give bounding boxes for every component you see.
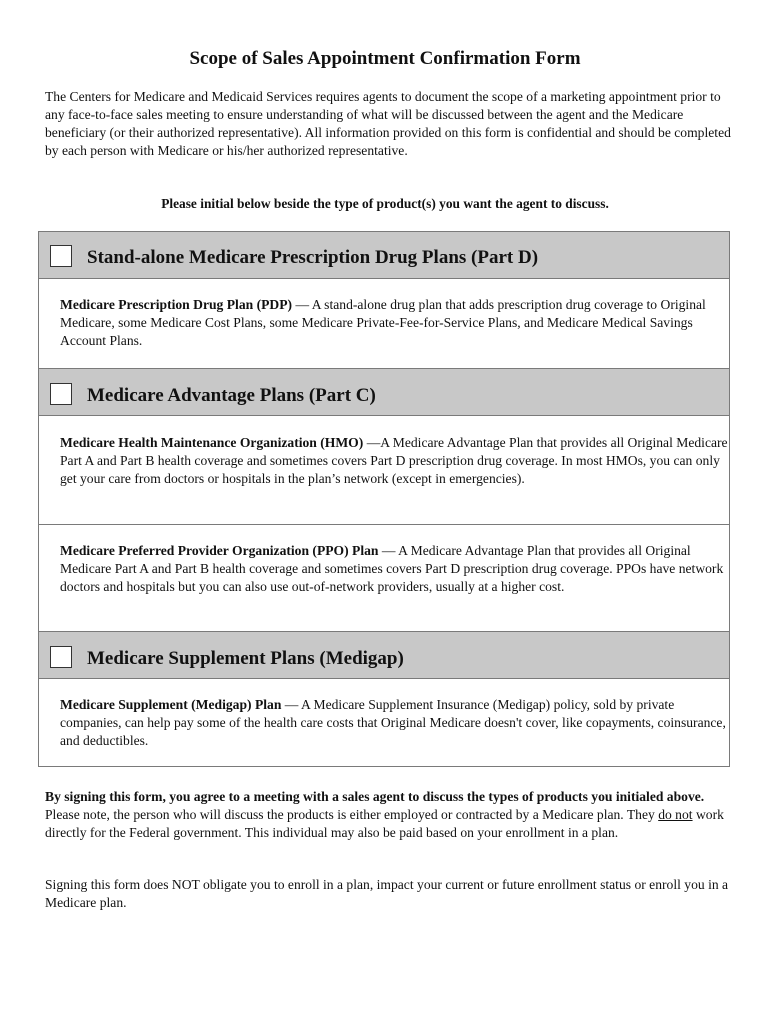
product-selection-table <box>38 231 730 767</box>
part-c-checkbox[interactable] <box>50 383 72 405</box>
hmo-description <box>60 434 730 488</box>
part-d-checkbox[interactable] <box>50 245 72 267</box>
obligation-notice: Signing this form does NOT obligate you to enroll in a plan, impact your current or future enrollment status or enroll you in a Medicare plan. <box>45 877 729 910</box>
hmo-plan-name: Medicare Health Maintenance Organization (HMO) <box>60 435 364 450</box>
signing-agreement-bold: By signing this form, you agree to a meeting with a sales agent to discuss the types of products you initialed above. <box>45 789 705 804</box>
pdp-description <box>60 296 730 350</box>
hmo-plan-text-continued: get your care from doctors or hospitals in the plan’s network (except in emergencies). <box>60 471 525 486</box>
section-title-part-d: Stand-alone Medicare Prescription Drug Plans (Part D) <box>87 247 539 268</box>
signing-agreement-underlined: do not <box>658 807 693 822</box>
signing-agreement-text-2: work directly for the Federal government. This individual may also be paid based on your enrollment in a plan. <box>45 807 724 840</box>
section-header-medigap <box>39 631 729 679</box>
ppo-plan-name: Medicare Preferred Provider Organization (PPO) Plan <box>60 543 379 558</box>
ppo-plan-text: — A Medicare Advantage Plan that provides all Original Medicare Part A and Part B health coverage and sometimes covers Part D prescription drug coverage. PPOs have network doctors and hospitals but you can also use out-of-network providers, usually at a higher cost. <box>60 543 724 594</box>
medigap-plan-text: — A Medicare Supplement Insurance (Medigap) policy, sold by private companies, can help pay some of the health care costs that Original Medicare doesn't cover, like copayments, coinsurance, and deductibles. <box>60 697 726 748</box>
form-title: Scope of Sales Appointment Confirmation Form <box>189 48 581 69</box>
instruction-text: Please initial below beside the type of product(s) you want the agent to discuss. <box>161 196 609 211</box>
section-header-part-d <box>39 232 729 279</box>
signing-agreement <box>45 788 735 842</box>
ppo-description <box>60 542 730 596</box>
section-header-part-c <box>39 368 729 416</box>
medigap-plan-name: Medicare Supplement (Medigap) Plan <box>60 697 282 712</box>
pdp-plan-name: Medicare Prescription Drug Plan (PDP) <box>60 297 293 312</box>
section-title-part-c: Medicare Advantage Plans (Part C) <box>87 385 376 406</box>
pdp-plan-text: — A stand-alone drug plan that adds prescription drug coverage to Original Medicare, some Medicare Cost Plans, some Medicare Private-Fee-for-Service Plans, and Medicare Medical Savings Account Plans. <box>60 297 706 348</box>
medigap-checkbox[interactable] <box>50 646 72 668</box>
section-title-medigap: Medicare Supplement Plans (Medigap) <box>87 648 404 669</box>
medigap-description <box>60 696 730 750</box>
signing-agreement-text-1: Please note, the person who will discuss the products is either employed or contracted by a Medicare plan. They <box>45 807 659 822</box>
hmo-ppo-divider <box>39 524 729 525</box>
hmo-plan-text: —A Medicare Advantage Plan that provides all Original Medicare Part A and Part B health coverage and sometimes covers Part D prescription drug coverage. In most HMOs, you can only <box>60 435 728 468</box>
intro-paragraph: The Centers for Medicare and Medicaid Services requires agents to document the scope of a marketing appointment prior to any face-to-face sales meeting to ensure understanding of what will be discussed between the agent and the Medicare beneficiary (or their authorized representative). All information provided on this form is confidential and should be completed by each person with Medicare or his/her authorized representative. <box>45 89 731 158</box>
